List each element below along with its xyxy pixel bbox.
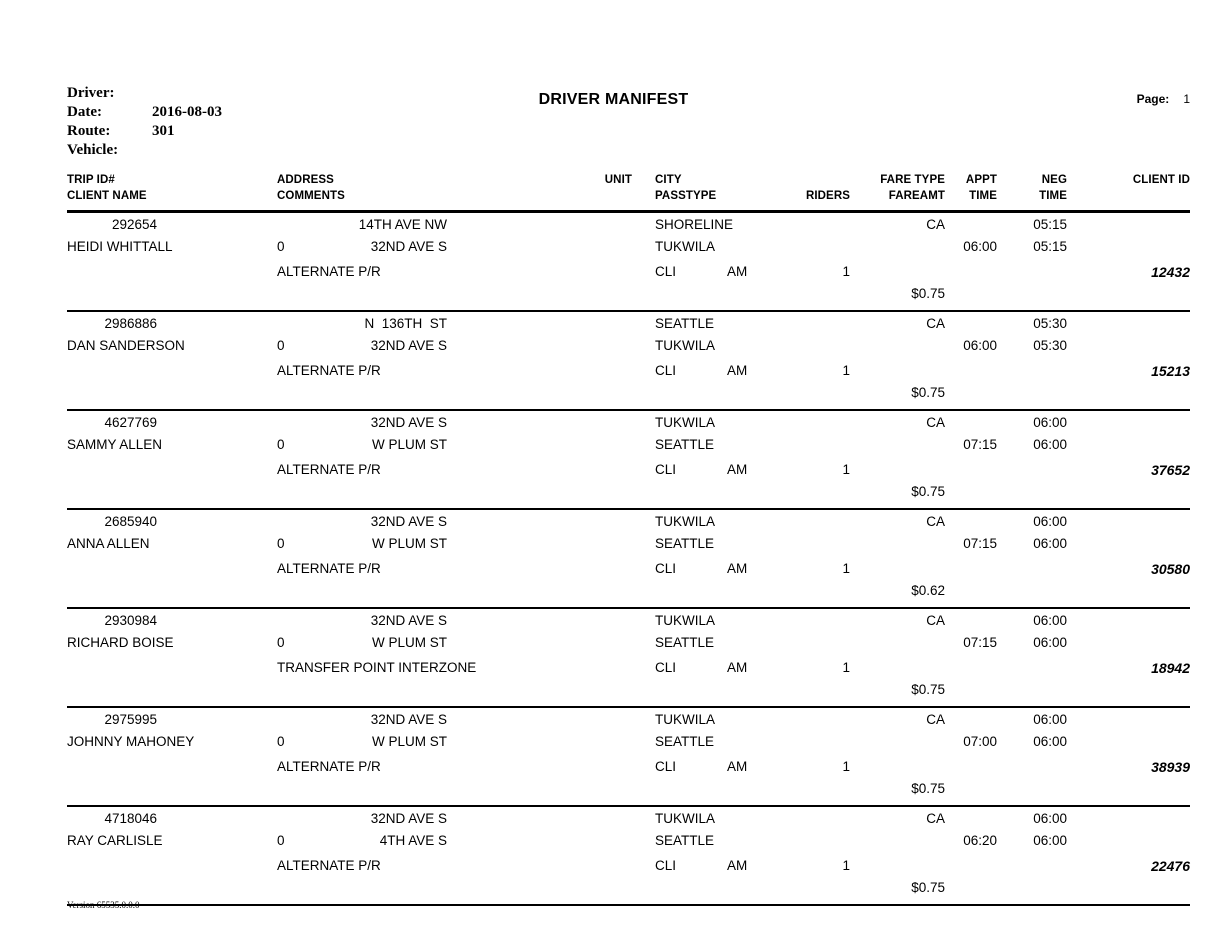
cell-address-dropoff: W PLUM ST xyxy=(371,536,447,551)
cell-city-dropoff: TUKWILA xyxy=(655,338,716,353)
cell-city-pickup: TUKWILA xyxy=(655,712,716,727)
cell-client-name: ANNA ALLEN xyxy=(67,536,150,551)
cell-city-dropoff: SEATTLE xyxy=(655,437,715,452)
cell-fare-type: CA xyxy=(926,811,945,826)
cell-unit: 0 xyxy=(277,437,285,452)
meta-row-route xyxy=(67,122,222,141)
cell-fareamt: $0.62 xyxy=(911,583,945,598)
table-row[interactable] xyxy=(67,411,1190,508)
cell-client-name: DAN SANDERSON xyxy=(67,338,185,353)
cell-trip-id: 4718046 xyxy=(104,811,157,826)
cell-appt-time: 06:00 xyxy=(963,338,997,353)
cell-client-name: RICHARD BOISE xyxy=(67,635,174,650)
cell-neg-time-1: 06:00 xyxy=(1033,415,1067,430)
page-number-label: Page: xyxy=(1136,92,1170,106)
cell-trip-id: 2685940 xyxy=(104,514,157,529)
cell-pass: CLI xyxy=(655,363,677,378)
cell-address-dropoff: W PLUM ST xyxy=(371,734,447,749)
cell-fareamt: $0.75 xyxy=(911,484,945,499)
cell-comment: ALTERNATE P/R xyxy=(277,858,381,873)
cell-fare-type: CA xyxy=(926,514,945,529)
cell-client-id: 15213 xyxy=(1151,363,1190,379)
cell-trip-id: 2986886 xyxy=(104,316,157,331)
cell-passtype: AM xyxy=(727,660,748,675)
cell-client-id: 38939 xyxy=(1151,759,1190,775)
cell-fareamt: $0.75 xyxy=(911,286,945,301)
cell-trip-id: 2930984 xyxy=(104,613,157,628)
cell-fare-type: CA xyxy=(926,712,945,727)
cell-comment: TRANSFER POINT INTERZONE xyxy=(277,660,477,675)
cell-riders: 1 xyxy=(842,363,850,378)
column-header-appt-time: TIME xyxy=(969,190,997,202)
cell-client-id: 37652 xyxy=(1151,462,1190,478)
column-header-riders: RIDERS xyxy=(805,190,850,202)
cell-address-dropoff: W PLUM ST xyxy=(371,635,447,650)
cell-city-pickup: TUKWILA xyxy=(655,613,716,628)
cell-city-pickup: SEATTLE xyxy=(655,316,715,331)
cell-neg-time-2: 05:30 xyxy=(1033,338,1067,353)
column-header-trip-id: TRIP ID# xyxy=(67,174,115,186)
column-header-unit: UNIT xyxy=(604,174,632,186)
column-header-comments: COMMENTS xyxy=(277,190,345,202)
footer-version: Version 65535.0.0.0 xyxy=(67,900,140,910)
cell-passtype: AM xyxy=(727,561,748,576)
cell-fare-type: CA xyxy=(926,316,945,331)
cell-fare-type: CA xyxy=(926,217,945,232)
cell-trip-id: 4627769 xyxy=(104,415,157,430)
cell-unit: 0 xyxy=(277,734,285,749)
cell-address-dropoff: 32ND AVE S xyxy=(370,338,447,353)
cell-trip-id: 292654 xyxy=(111,217,157,232)
cell-comment: ALTERNATE P/R xyxy=(277,561,381,576)
document-header xyxy=(0,84,1227,164)
column-header-city: CITY xyxy=(655,174,682,186)
cell-neg-time-2: 06:00 xyxy=(1033,536,1067,551)
cell-city-pickup: TUKWILA xyxy=(655,514,716,529)
column-header-neg: NEG xyxy=(1041,174,1067,186)
meta-value-route: 301 xyxy=(152,123,175,139)
cell-city-pickup: TUKWILA xyxy=(655,811,716,826)
table-row[interactable] xyxy=(67,708,1190,805)
cell-client-name: SAMMY ALLEN xyxy=(67,437,163,452)
cell-pass: CLI xyxy=(655,660,677,675)
cell-city-dropoff: SEATTLE xyxy=(655,734,715,749)
cell-address-pickup: 32ND AVE S xyxy=(370,712,447,727)
cell-neg-time-1: 06:00 xyxy=(1033,712,1067,727)
cell-neg-time-1: 06:00 xyxy=(1033,613,1067,628)
cell-city-dropoff: TUKWILA xyxy=(655,239,716,254)
meta-label-route: Route: xyxy=(67,123,111,139)
cell-riders: 1 xyxy=(842,462,850,477)
cell-riders: 1 xyxy=(842,660,850,675)
meta-label-date: Date: xyxy=(67,104,102,120)
cell-riders: 1 xyxy=(842,858,850,873)
cell-address-dropoff: 4TH AVE S xyxy=(379,833,447,848)
cell-riders: 1 xyxy=(842,561,850,576)
cell-trip-id: 2975995 xyxy=(104,712,157,727)
cell-comment: ALTERNATE P/R xyxy=(277,264,381,279)
cell-appt-time: 07:00 xyxy=(963,734,997,749)
meta-label-vehicle: Vehicle: xyxy=(67,142,119,158)
manifest-table xyxy=(67,174,1190,906)
cell-client-id: 12432 xyxy=(1151,264,1190,280)
cell-city-pickup: SHORELINE xyxy=(655,217,734,232)
page-title: DRIVER MANIFEST xyxy=(538,91,689,108)
column-header-fareamt: FAREAMT xyxy=(888,190,945,202)
cell-address-pickup: 32ND AVE S xyxy=(370,811,447,826)
table-row[interactable] xyxy=(67,510,1190,607)
cell-passtype: AM xyxy=(727,759,748,774)
cell-fareamt: $0.75 xyxy=(911,682,945,697)
cell-pass: CLI xyxy=(655,561,677,576)
column-header-appt: APPT xyxy=(965,174,997,186)
cell-unit: 0 xyxy=(277,239,285,254)
cell-client-name: RAY CARLISLE xyxy=(67,833,163,848)
cell-fare-type: CA xyxy=(926,415,945,430)
cell-city-dropoff: SEATTLE xyxy=(655,635,715,650)
cell-address-pickup: 32ND AVE S xyxy=(370,415,447,430)
cell-address-pickup: 32ND AVE S xyxy=(370,613,447,628)
column-header-neg-time: TIME xyxy=(1039,190,1067,202)
cell-city-dropoff: SEATTLE xyxy=(655,536,715,551)
cell-comment: ALTERNATE P/R xyxy=(277,759,381,774)
cell-appt-time: 07:15 xyxy=(963,437,997,452)
cell-neg-time-2: 06:00 xyxy=(1033,734,1067,749)
cell-pass: CLI xyxy=(655,264,677,279)
cell-passtype: AM xyxy=(727,264,748,279)
cell-neg-time-1: 05:15 xyxy=(1033,217,1067,232)
cell-client-id: 18942 xyxy=(1151,660,1190,676)
table-column-headers xyxy=(67,174,1190,210)
cell-city-dropoff: SEATTLE xyxy=(655,833,715,848)
cell-neg-time-2: 05:15 xyxy=(1033,239,1067,254)
column-header-fare-type: FARE TYPE xyxy=(880,174,945,186)
cell-city-pickup: TUKWILA xyxy=(655,415,716,430)
table-row[interactable] xyxy=(67,807,1190,904)
cell-passtype: AM xyxy=(727,858,748,873)
table-row[interactable] xyxy=(67,213,1190,310)
page-number-value: 1 xyxy=(1183,92,1190,106)
cell-address-pickup: 14TH AVE NW xyxy=(358,217,447,232)
cell-pass: CLI xyxy=(655,759,677,774)
cell-passtype: AM xyxy=(727,363,748,378)
cell-address-pickup: 32ND AVE S xyxy=(370,514,447,529)
cell-neg-time-1: 06:00 xyxy=(1033,514,1067,529)
cell-client-name: JOHNNY MAHONEY xyxy=(67,734,195,749)
cell-unit: 0 xyxy=(277,833,285,848)
cell-neg-time-2: 06:00 xyxy=(1033,437,1067,452)
column-header-address: ADDRESS xyxy=(277,174,334,186)
column-header-client-id: CLIENT ID xyxy=(1132,174,1190,186)
cell-riders: 1 xyxy=(842,759,850,774)
cell-fare-type: CA xyxy=(926,613,945,628)
cell-unit: 0 xyxy=(277,338,285,353)
cell-fareamt: $0.75 xyxy=(911,880,945,895)
cell-address-pickup: N 136TH ST xyxy=(364,316,447,331)
table-rows xyxy=(67,213,1190,906)
cell-appt-time: 06:20 xyxy=(963,833,997,848)
cell-pass: CLI xyxy=(655,462,677,477)
cell-client-name: HEIDI WHITTALL xyxy=(67,239,173,254)
cell-address-dropoff: 32ND AVE S xyxy=(370,239,447,254)
cell-fareamt: $0.75 xyxy=(911,781,945,796)
cell-neg-time-2: 06:00 xyxy=(1033,833,1067,848)
cell-appt-time: 06:00 xyxy=(963,239,997,254)
cell-neg-time-2: 06:00 xyxy=(1033,635,1067,650)
cell-address-dropoff: W PLUM ST xyxy=(371,437,447,452)
page-number xyxy=(1137,92,1190,106)
cell-appt-time: 07:15 xyxy=(963,635,997,650)
column-header-client-name: CLIENT NAME xyxy=(67,190,147,202)
cell-client-id: 30580 xyxy=(1151,561,1190,577)
cell-comment: ALTERNATE P/R xyxy=(277,363,381,378)
cell-comment: ALTERNATE P/R xyxy=(277,462,381,477)
cell-riders: 1 xyxy=(842,264,850,279)
column-header-passtype: PASSTYPE xyxy=(655,190,717,202)
meta-value-date: 2016-08-03 xyxy=(152,104,222,120)
cell-unit: 0 xyxy=(277,536,285,551)
meta-label-driver: Driver: xyxy=(67,85,115,101)
cell-appt-time: 07:15 xyxy=(963,536,997,551)
cell-fareamt: $0.75 xyxy=(911,385,945,400)
row-separator xyxy=(67,904,1190,906)
cell-unit: 0 xyxy=(277,635,285,650)
cell-pass: CLI xyxy=(655,858,677,873)
table-row[interactable] xyxy=(67,609,1190,706)
cell-neg-time-1: 05:30 xyxy=(1033,316,1067,331)
table-row[interactable] xyxy=(67,312,1190,409)
meta-row-vehicle xyxy=(67,141,222,160)
cell-passtype: AM xyxy=(727,462,748,477)
cell-client-id: 22476 xyxy=(1151,858,1190,874)
cell-neg-time-1: 06:00 xyxy=(1033,811,1067,826)
